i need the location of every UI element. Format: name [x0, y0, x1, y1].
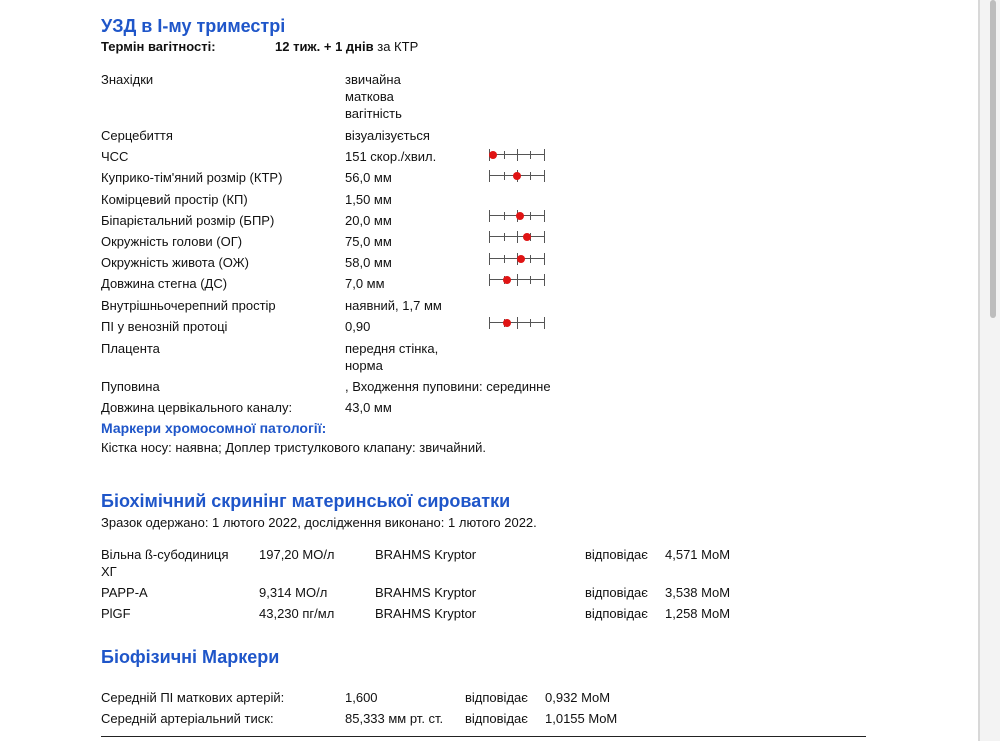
range-minor-tick — [530, 212, 531, 220]
row-value-cervix: 43,0 мм — [345, 400, 392, 415]
row-label-hc: Окружність голови (ОГ) — [101, 234, 243, 249]
range-end-tick — [544, 231, 545, 243]
range-end-tick — [489, 231, 490, 243]
row-value-findings-3: вагітність — [345, 106, 402, 121]
row-value-nt: 1,50 мм — [345, 192, 392, 207]
row-value-fhr: 151 скор./хвил. — [345, 149, 437, 164]
biochem-method-3: BRAHMS Kryptor — [375, 606, 477, 621]
biochem-mom-2: 3,538 MoM — [665, 585, 731, 600]
row-value-dv-pi: 0,90 — [345, 319, 371, 334]
range-minor-tick — [530, 319, 531, 327]
range-end-tick — [489, 253, 490, 265]
biophys-label-1: Середній ПІ маткових артерій: — [101, 690, 285, 705]
range-indicator-dv-pi — [489, 317, 545, 329]
biochem-value-3: 43,230 пг/мл — [259, 606, 335, 621]
range-minor-tick — [504, 172, 505, 180]
range-end-tick — [544, 317, 545, 329]
row-value-heartbeat: візуалізується — [345, 128, 430, 143]
markers-text: Кістка носу: наявна; Доплер тристулкового клапану: звичайний. — [101, 440, 486, 455]
biochem-value-1: 197,20 МО/л — [259, 547, 335, 562]
biophys-title: Біофізичні Маркери — [101, 647, 280, 667]
range-mid-tick — [517, 149, 518, 161]
biochem-name-3: PlGF — [101, 606, 131, 621]
biochem-name-1a: Вільна ß-субодиниця — [101, 547, 229, 562]
scrollbar-thumb[interactable] — [990, 0, 996, 318]
range-minor-tick — [530, 255, 531, 263]
row-label-fl: Довжина стегна (ДС) — [101, 276, 228, 291]
range-indicator-crl — [489, 170, 545, 182]
biochem-mom-3: 1,258 MoM — [665, 606, 731, 621]
row-label-dv-pi: ПІ у венозній протоці — [101, 319, 228, 334]
range-minor-tick — [504, 233, 505, 241]
row-label-bpd: Біпарієтальний розмір (БПР) — [101, 213, 275, 228]
term-weeks: 12 тиж. + 1 днів — [275, 39, 374, 54]
range-end-tick — [489, 170, 490, 182]
biochem-status-3: відповідає — [585, 606, 648, 621]
biochem-mom-1: 4,571 MoM — [665, 547, 731, 562]
range-indicator-ac — [489, 253, 545, 265]
range-mid-tick — [517, 231, 518, 243]
row-value-ac: 58,0 мм — [345, 255, 392, 270]
range-marker-dot — [503, 319, 511, 327]
biophys-value-2: 85,333 мм рт. ст. — [345, 711, 444, 726]
biochem-method-2: BRAHMS Kryptor — [375, 585, 477, 600]
row-value-bpd: 20,0 мм — [345, 213, 392, 228]
range-indicator-fhr — [489, 149, 545, 161]
biophys-mom-1: 0,932 MoM — [545, 690, 611, 705]
range-end-tick — [489, 317, 490, 329]
ultrasound-title: УЗД в І-му триместрі — [101, 16, 286, 36]
range-marker-dot — [523, 233, 531, 241]
row-value-hc: 75,0 мм — [345, 234, 392, 249]
row-value-cord: , Входження пуповини: серединне — [345, 379, 551, 394]
range-marker-dot — [503, 276, 511, 284]
range-mid-tick — [517, 274, 518, 286]
biochem-status-2: відповідає — [585, 585, 648, 600]
range-end-tick — [544, 149, 545, 161]
page-edge — [978, 0, 980, 741]
row-value-crl: 56,0 мм — [345, 170, 392, 185]
row-value-fl: 7,0 мм — [345, 276, 385, 291]
range-end-tick — [544, 210, 545, 222]
range-indicator-fl — [489, 274, 545, 286]
biochem-value-2: 9,314 МО/л — [259, 585, 328, 600]
row-label-findings: Знахідки — [101, 72, 154, 87]
row-value-placenta-2: норма — [345, 358, 383, 373]
term-suffix: за КТР — [377, 39, 419, 54]
biophys-label-2: Середній артеріальний тиск: — [101, 711, 274, 726]
range-end-tick — [489, 274, 490, 286]
range-marker-dot — [516, 212, 524, 220]
range-marker-dot — [513, 172, 521, 180]
term-label: Термін вагітності: — [101, 39, 216, 54]
range-end-tick — [544, 274, 545, 286]
row-label-heartbeat: Серцебиття — [101, 128, 173, 143]
range-marker-dot — [517, 255, 525, 263]
range-indicator-hc — [489, 231, 545, 243]
range-end-tick — [544, 170, 545, 182]
biochem-name-1b: ХГ — [101, 564, 117, 579]
range-minor-tick — [504, 212, 505, 220]
row-value-placenta-1: передня стінка, — [345, 341, 439, 356]
row-value-findings-1: звичайна — [345, 72, 401, 87]
markers-title: Маркери хромосомної патології: — [101, 420, 327, 436]
biochem-sample-text: Зразок одержано: 1 лютого 2022, дослідження виконано: 1 лютого 2022. — [101, 515, 537, 530]
range-minor-tick — [530, 276, 531, 284]
row-label-crl: Куприко-тім'яний розмір (КТР) — [101, 170, 283, 185]
biochem-title: Біохімічний скринінг материнської сироватки — [101, 491, 511, 511]
row-value-it: наявний, 1,7 мм — [345, 298, 442, 313]
range-minor-tick — [530, 172, 531, 180]
range-indicator-bpd — [489, 210, 545, 222]
range-end-tick — [544, 253, 545, 265]
row-label-ac: Окружність живота (ОЖ) — [101, 255, 249, 270]
range-marker-dot — [489, 151, 497, 159]
biophys-status-2: відповідає — [465, 711, 528, 726]
row-label-cord: Пуповина — [101, 379, 160, 394]
row-label-placenta: Плацента — [101, 341, 160, 356]
section-divider — [101, 736, 866, 737]
biophys-value-1: 1,600 — [345, 690, 378, 705]
range-minor-tick — [530, 151, 531, 159]
term-value — [275, 38, 418, 55]
range-minor-tick — [504, 151, 505, 159]
range-mid-tick — [517, 317, 518, 329]
biochem-name-2: PAPP-A — [101, 585, 148, 600]
row-label-fhr: ЧСС — [101, 149, 129, 164]
row-label-it: Внутрішньочерепний простір — [101, 298, 276, 313]
row-label-cervix: Довжина цервікального каналу: — [101, 400, 293, 415]
range-minor-tick — [504, 255, 505, 263]
biochem-status-1: відповідає — [585, 547, 648, 562]
biophys-mom-2: 1,0155 MoM — [545, 711, 618, 726]
biochem-method-1: BRAHMS Kryptor — [375, 547, 477, 562]
row-label-nt: Комірцевий простір (КП) — [101, 192, 248, 207]
range-end-tick — [489, 210, 490, 222]
row-value-findings-2: маткова — [345, 89, 394, 104]
biophys-status-1: відповідає — [465, 690, 528, 705]
